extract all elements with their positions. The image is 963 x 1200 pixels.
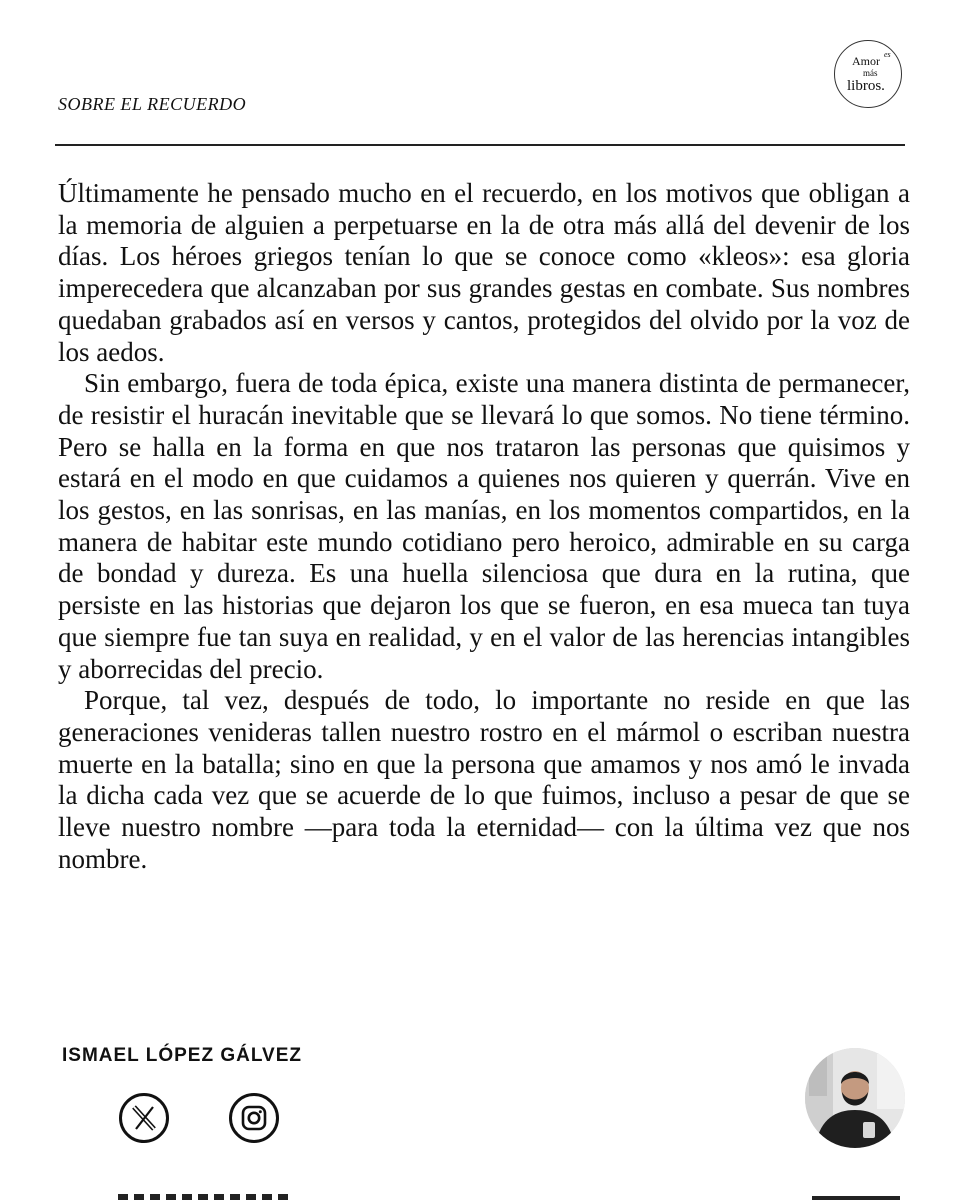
author-name: ISMAEL LÓPEZ GÁLVEZ [62, 1045, 302, 1066]
article-body [58, 178, 910, 875]
section-title: SOBRE EL RECUERDO [58, 94, 247, 114]
cropped-footer-text [118, 1194, 288, 1200]
header-divider [55, 144, 905, 146]
cropped-footer-bar [812, 1196, 900, 1200]
instagram-icon[interactable] [228, 1092, 280, 1144]
x-icon[interactable] [118, 1092, 170, 1144]
author-avatar [805, 1048, 905, 1148]
article-paragraph: Últimamente he pensado mucho en el recuerdo, en los motivos que obligan a la memoria de alguien a perpetuarse en la de otra más allá del devenir de los días. Los héroes griegos tenían lo que se conoce como «kleos»: esa gloria imperecedera que alcanzaban por sus grandes gestas en combate. Sus nombres quedaban grabados así en versos y cantos, protegidos del olvido por la voz de los aedos. [58, 178, 910, 367]
article-paragraph: Sin embargo, fuera de toda épica, existe una manera distinta de permanecer, de resistir el huracán inevitable que se llevará lo que somos. No tiene término. Pero se halla en la forma en que nos trataron las personas que quisimos y estará en el modo en que cuidamos a quienes nos quieren y querrán. Vive en los gestos, en las sonrisas, en las manías, en los momentos compartidos, en la manera de habitar este mundo cotidiano pero heroico, admirable en su carga de bondad y dureza. Es una huella silenciosa que dura en la rutina, que persiste en las historias que dejaron los que se fueron, en esa mueca tan tuya que siempre fue tan suya en realidad, y en el valor de las herencias intangibles y aborrecidas del precio. [58, 368, 910, 684]
amor-es-mas-libros-logo: Amor es más libros. [834, 40, 902, 108]
article-paragraph: Porque, tal vez, después de todo, lo importante no reside en que las generaciones venideras tallen nuestro rostro en el mármol o escriban nuestra muerte en la batalla; sino en que la persona que amamos y nos amó le invada la dicha cada vez que se acuerde de lo que fuimos, incluso a pesar de que se lleve nuestro nombre —para toda la eternidad— con la última vez que nos nombre. [58, 685, 910, 874]
